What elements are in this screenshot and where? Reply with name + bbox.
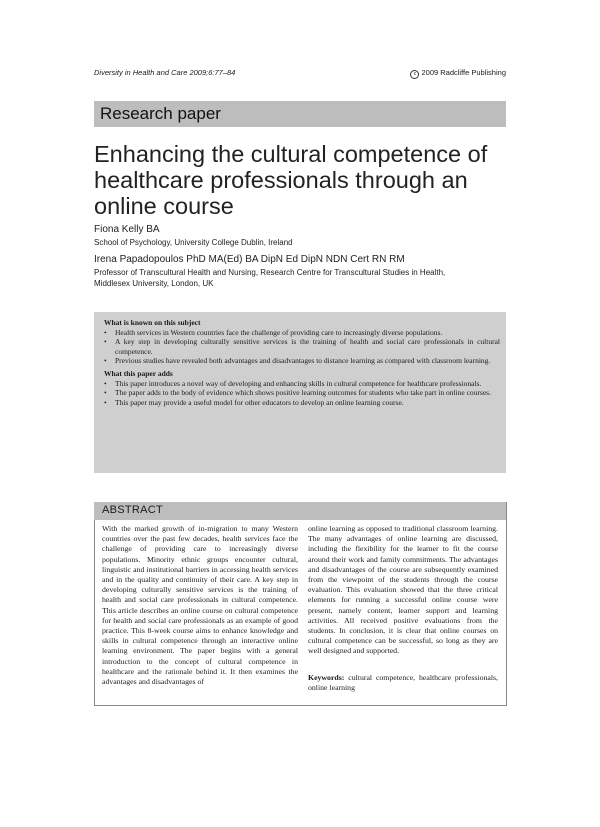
affiliation-line: Professor of Transcultural Health and Nursing, Research Centre for Transcultural Studies in Health, [94, 268, 446, 277]
abstract-heading-bar [94, 502, 506, 520]
bullet-icon: • [104, 378, 107, 388]
bullet-icon: • [104, 327, 107, 337]
journal-citation: Diversity in Health and Care 2009;6:77–84 [94, 68, 236, 77]
copyright-notice [410, 68, 506, 79]
abstract-heading: ABSTRACT [102, 504, 164, 516]
abstract-column-left: With the marked growth of in-migration to many Western countries over the past few decades, health services face the challenge of providing care to increasingly diverse populations. Minority ethnic groups encounter cultural, linguistic and institutional barriers in accessing health services and in the quality and continuity of their care. A key step in developing culturally sensitive services is the training of health and social care professionals in cultural competence. This article describes an online course on cultural competence for health and social care professionals as an example of good practice. This 8-week course aims to enhance knowledge and skills in cultural competence through an interactive online learning environment. The paper begins with a general introduction to the concept of cultural competence in healthcare and the rationale behind it. It then examines the advantages and disadvantages of [102, 524, 298, 687]
list-item: • Health services in Western countries face the challenge of providing care to increasingly diverse populations. [104, 327, 443, 337]
known-heading: What is known on this subject [104, 318, 201, 327]
author-name: Irena Papadopoulos PhD MA(Ed) BA DipN Ed DipN NDN Cert RN RM [94, 254, 405, 265]
copyright-text: 2009 Radcliffe Publishing [421, 68, 506, 77]
list-item: • A key step in developing culturally sensitive services is the training of health and social care professionals in cultural competence. [104, 337, 500, 356]
bullet-icon: • [104, 388, 107, 398]
section-banner [94, 101, 506, 127]
bullet-icon: • [104, 356, 107, 366]
keywords-text: cultural competence, healthcare professionals, online learning [308, 672, 498, 692]
adds-heading: What this paper adds [104, 368, 173, 378]
list-item: • This paper may provide a useful model for other educators to develop an online learning course. [104, 397, 404, 407]
section-label: Research paper [100, 104, 221, 123]
known-list [104, 328, 500, 366]
keywords-label: Keywords: [308, 672, 345, 682]
author-name: Fiona Kelly BA [94, 224, 160, 235]
list-item: • Previous studies have revealed both advantages and disadvantages to distance learning as compared with classroom learning. [104, 356, 491, 366]
title-line: Enhancing the cultural competence of [94, 141, 488, 167]
author-affiliation: School of Psychology, University College Dublin, Ireland [94, 238, 293, 247]
affiliation-line: Middlesex University, London, UK [94, 279, 214, 289]
title-line: online course [94, 193, 234, 219]
bullet-icon: • [104, 337, 107, 347]
copyright-icon: c [410, 70, 419, 79]
abstract-column-right [308, 524, 498, 693]
bullet-icon: • [104, 397, 107, 407]
keywords [308, 673, 498, 693]
list-item: • The paper adds to the body of evidence which shows positive learning outcomes for students who take part in online courses. [104, 388, 491, 398]
adds-list [104, 379, 500, 408]
list-item: • This paper introduces a novel way of developing and enhancing skills in cultural competence for healthcare professionals. [104, 378, 482, 388]
author-affiliation [94, 267, 514, 289]
abstract-text: online learning as opposed to traditional classroom learning. The many advantages of online learning are discussed, including the flexibility for the learner to fit the course around their work and family commitments. The advantages and disadvantages of the course are subsequently examined from the viewpoint of the students through the course evaluation. This evaluation showed that the three critical elements for running a successful online course were present, namely content, learner support and learning activities. All received positive evaluations from the students. In conclusion, it is clear that online courses on cultural competence can be successful, so long as they are well designed and supported. [308, 524, 498, 656]
key-points-box [94, 312, 506, 473]
title-line: healthcare professionals through an [94, 167, 468, 193]
article-title [94, 141, 514, 219]
